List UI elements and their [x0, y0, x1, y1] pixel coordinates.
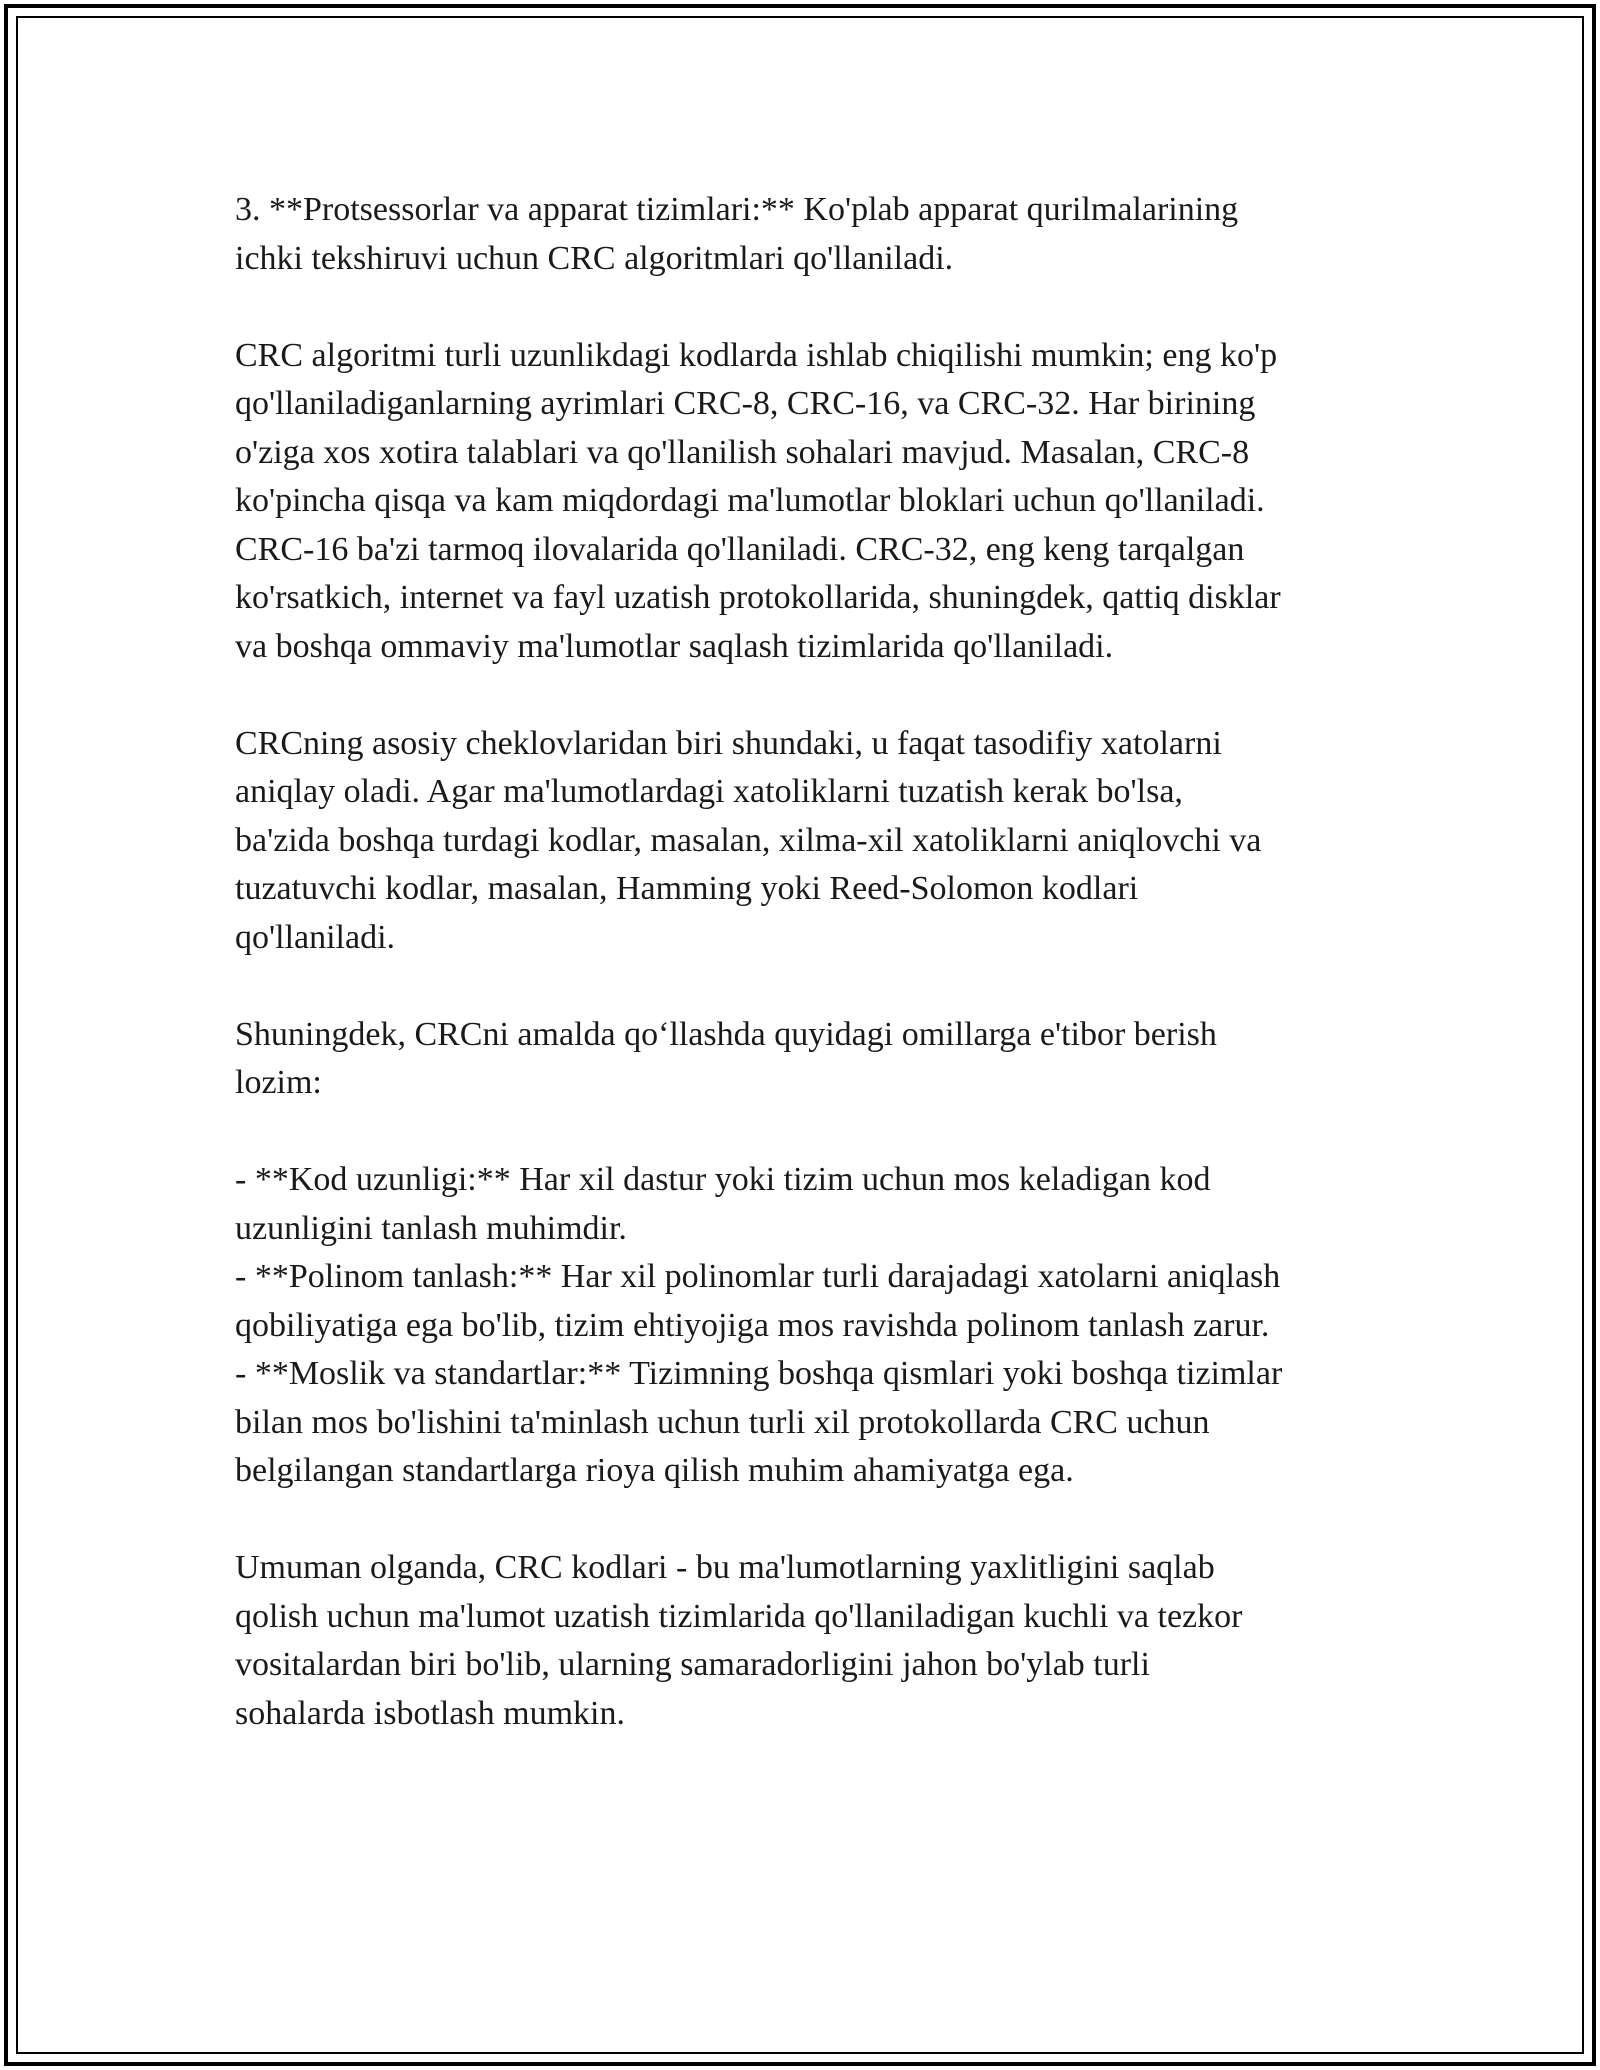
text-line: Shuningdek, CRCni amalda qo‘llashda quyidagi omillarga e'tibor berish	[235, 1015, 1217, 1053]
paragraph-crc-lengths	[235, 332, 1375, 672]
text-line: - **Kod uzunligi:** Har xil dastur yoki tizim uchun mos keladigan kod	[235, 1161, 1211, 1198]
text-line: - **Polinom tanlash:** Har xil polinomlar turli darajadagi xatolarni aniqlash	[235, 1258, 1281, 1295]
text-line: o'ziga xos xotira talablari va qo'llanilish sohalari mavjud. Masalan, CRC-8	[235, 433, 1250, 471]
text-line: Umuman olganda, CRC kodlari - bu ma'lumotlarning yaxlitligini saqlab	[235, 1549, 1215, 1586]
paragraph-processors	[235, 186, 1375, 283]
text-line: 3. **Protsessorlar va apparat tizimlari:** Ko'plab apparat qurilmalarining	[235, 191, 1239, 228]
text-line: sohalarda isbotlash mumkin.	[235, 1694, 626, 1732]
text-line: qo'llaniladi.	[235, 918, 396, 956]
paragraph-spacer	[235, 1108, 1375, 1157]
text-line: CRC algoritmi turli uzunlikdagi kodlarda ishlab chiqilishi mumkin; eng ko'p	[235, 336, 1278, 374]
text-line: ba'zida boshqa turdagi kodlar, masalan, xilma-xil xatoliklarni aniqlovchi va	[235, 821, 1262, 859]
paragraph-spacer	[235, 283, 1375, 332]
paragraph-factors-list	[235, 1156, 1375, 1496]
document-body	[235, 186, 1375, 1738]
paragraph-spacer	[235, 1496, 1375, 1545]
text-line: qo'llaniladiganlarning ayrimlari CRC-8, CRC-16, va CRC-32. Har birining	[235, 385, 1256, 422]
text-line: belgilangan standartlarga rioya qilish muhim ahamiyatga ega.	[235, 1452, 1074, 1489]
text-line: tuzatuvchi kodlar, masalan, Hamming yoki Reed-Solomon kodlari	[235, 870, 1139, 907]
text-line: va boshqa ommaviy ma'lumotlar saqlash tizimlarida qo'llaniladi.	[235, 627, 1114, 665]
text-line: CRC-16 ba'zi tarmoq ilovalarida qo'llaniladi. CRC-32, eng keng tarqalgan	[235, 530, 1245, 568]
text-line: lozim:	[235, 1064, 322, 1101]
text-line: - **Moslik va standartlar:** Tizimning boshqa qismlari yoki boshqa tizimlar	[235, 1355, 1283, 1392]
paragraph-conclusion	[235, 1544, 1375, 1738]
text-line: ichki tekshiruvi uchun CRC algoritmlari qo'llaniladi.	[235, 239, 954, 277]
text-line: vositalardan biri bo'lib, ularning samaradorligini jahon bo'ylab turli	[235, 1646, 1150, 1683]
text-line: uzunligini tanlash muhimdir.	[235, 1209, 627, 1247]
text-line: bilan mos bo'lishini ta'minlash uchun turli xil protokollarda CRC uchun	[235, 1403, 1210, 1441]
text-line: aniqlay oladi. Agar ma'lumotlardagi xatoliklarni tuzatish kerak bo'lsa,	[235, 773, 1183, 810]
text-line: qobiliyatiga ega bo'lib, tizim ehtiyojiga mos ravishda polinom tanlash zarur.	[235, 1306, 1270, 1344]
text-line: qolish uchun ma'lumot uzatish tizimlarida qo'llaniladigan kuchli va tezkor	[235, 1597, 1243, 1635]
paragraph-spacer	[235, 671, 1375, 720]
paragraph-factors-intro	[235, 1011, 1375, 1108]
text-line: ko'rsatkich, internet va fayl uzatish protokollarida, shuningdek, qattiq disklar	[235, 579, 1281, 616]
text-line: ko'pincha qisqa va kam miqdordagi ma'lumotlar bloklari uchun qo'llaniladi.	[235, 482, 1265, 519]
paragraph-limitations	[235, 720, 1375, 963]
text-line: CRCning asosiy cheklovlaridan biri shundaki, u faqat tasodifiy xatolarni	[235, 724, 1222, 762]
paragraph-spacer	[235, 962, 1375, 1011]
